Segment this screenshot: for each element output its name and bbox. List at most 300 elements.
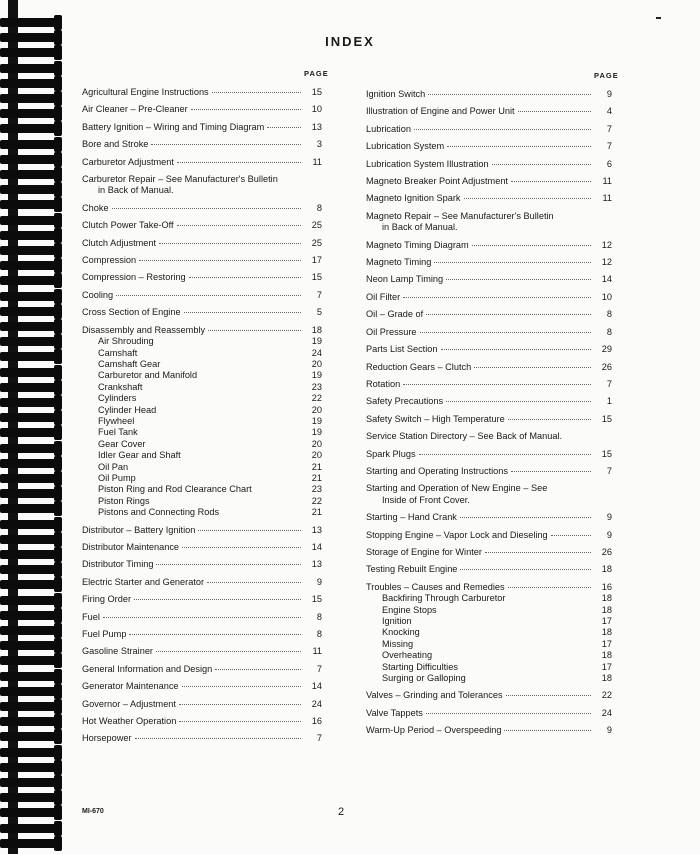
page-title: INDEX [325,34,375,49]
entry-page: 24 [601,707,612,718]
subentry-label: Ignition [382,616,412,626]
index-entry [82,664,322,675]
entry-page: 10 [311,104,322,115]
entry-page: 13 [311,559,322,570]
subentry-label: Cylinders [98,393,137,404]
index-entry [82,157,322,168]
leader-dots [474,367,591,368]
index-entry [366,106,612,117]
leader-dots [191,109,301,110]
page-number: 2 [338,806,345,818]
subentry-label: Starting Difficulties [382,661,458,672]
entry-page: 8 [316,629,322,640]
entry-label: Spark Plugs [366,448,416,459]
binding-coil [0,383,62,392]
index-column-left [82,87,322,745]
subentry-page: 18 [601,604,612,615]
binding-coil [0,413,62,422]
entry-continuation: Inside of Front Cover. [382,494,470,505]
index-entry [82,87,322,98]
binding-coil [0,398,62,407]
entry-page: 11 [602,176,612,187]
leader-dots [426,713,591,714]
leader-dots [551,535,591,536]
index-entry [82,272,322,283]
binding-coil [0,580,62,589]
leader-dots [403,297,591,298]
entry-label: Agricultural Engine Instructions [82,87,209,97]
binding-coil [0,717,62,726]
leader-dots [506,695,591,696]
index-subentry [366,627,612,638]
leader-dots [151,144,301,145]
leader-dots [189,277,301,278]
leader-dots [182,547,301,548]
binding-coil [0,474,62,483]
index-entry [366,327,612,338]
entry-page: 7 [316,733,322,744]
entry-label: Generator Maintenance [82,681,179,692]
entry-page: 8 [606,326,612,337]
binding-coil [0,200,62,209]
binding-coil [0,276,62,285]
entry-label: Oil – Grade of [366,309,424,320]
index-entry [82,577,322,588]
leader-dots [129,634,301,635]
index-subentry [82,473,322,484]
entry-page: 8 [316,202,322,213]
binding-coil [0,48,62,57]
subentry-page: 19 [311,336,322,347]
subentry-page: 18 [601,673,612,684]
entry-page: 9 [316,576,322,587]
index-subentry [82,427,322,438]
subentry-label: Engine Stops [382,604,437,615]
leader-dots [198,530,301,531]
index-entry [366,159,612,170]
left-page-heading: PAGE [304,69,329,78]
index-entry [366,240,612,251]
entry-page: 11 [312,646,322,657]
entry-label: Illustration of Engine and Power Unit [366,106,515,117]
binding-coil [0,170,62,179]
entry-label: Fuel Pump [82,629,127,640]
subentry-page: 20 [311,404,322,415]
leader-dots [177,225,301,226]
index-entry [82,699,322,710]
index-entry [82,612,322,623]
leader-dots [508,419,591,420]
entry-label: Horsepower [82,733,132,744]
binding-coil [0,824,62,833]
entry-label: Magneto Repair – See Manufacturer's Bulletin [366,210,554,221]
subentry-label: Knocking [382,627,420,638]
binding-coil [0,748,62,757]
entry-page: 12 [601,239,612,250]
entry-label: Lubrication [366,123,411,134]
binding-coil [0,504,62,513]
subentry-page: 21 [311,472,322,483]
subentry-label: Air Shrouding [98,336,154,347]
leader-dots [208,330,301,331]
index-entry [366,362,612,373]
binding-coil [0,155,62,164]
index-entry [366,449,612,460]
leader-dots [446,401,591,402]
binding-coil [0,732,62,741]
entry-label: Magneto Breaker Point Adjustment [366,176,508,187]
binding-coil [0,702,62,711]
subentry-label: Flywheel [98,415,135,426]
entry-label: Troubles – Causes and Remedies [366,581,505,592]
leader-dots [177,162,301,163]
entry-label: Magneto Timing [366,257,432,268]
index-entry [82,255,322,266]
leader-dots [139,260,301,261]
subentry-page: 18 [601,627,612,638]
index-entry [82,525,322,536]
binding-coil [0,550,62,559]
entry-page: 13 [311,121,322,132]
index-entry [366,292,612,303]
index-entry [366,176,612,187]
entry-continuation: in Back of Manual. [98,185,174,196]
subentry-label: Missing [382,638,414,649]
binding-coil [0,109,62,118]
leader-dots [485,552,591,553]
subentry-page: 19 [311,427,322,438]
entry-page: 26 [601,546,612,557]
binding-coil [0,778,62,787]
entry-page: 14 [601,274,612,285]
index-subentry [82,370,322,381]
subentry-label: Surging or Galloping [382,673,466,684]
entry-label: Storage of Engine for Winter [366,546,482,557]
subentry-label: Backfiring Through Carburetor [382,593,506,604]
entry-page: 9 [606,89,612,99]
entry-page: 18 [601,564,612,575]
index-entry [82,238,322,249]
entry-label: Cooling [82,289,114,300]
entry-label: Distributor – Battery Ignition [82,524,196,535]
binding-coil [0,808,62,817]
entry-label: Testing Rebuilt Engine [366,564,458,575]
entry-label: Starting and Operating Instructions [366,465,508,476]
entry-page: 1 [606,396,612,407]
entry-label: Magneto Ignition Spark [366,193,461,204]
entry-label: Parts List Section [366,344,438,355]
index-entry [366,708,612,719]
index-entry [82,542,322,553]
entry-label: Gasoline Strainer [82,646,153,657]
entry-page: 15 [311,272,322,283]
leader-dots [441,349,592,350]
entry-label: Carburetor Adjustment [82,156,174,167]
subentry-label: Camshaft [98,347,138,358]
subentry-label: Idler Gear and Shaft [98,450,181,461]
binding-coil [0,428,62,437]
binding-coil [0,231,62,240]
binding-coil [0,565,62,574]
subentry-page: 20 [311,450,322,461]
entry-page: 4 [606,106,612,117]
entry-label: Reduction Gears – Clutch [366,361,472,372]
entry-label: Electric Starter and Generator [82,576,205,587]
subentry-label: Oil Pan [98,461,129,472]
entry-label: Neon Lamp Timing [366,274,444,285]
leader-dots [116,295,301,296]
index-entry [82,139,322,150]
leader-dots [518,111,591,112]
entry-label: Safety Precautions [366,396,444,407]
binding-coil [0,656,62,665]
index-entry [366,725,612,736]
subentry-page: 19 [311,415,322,426]
entry-label: Bore and Stroke [82,139,149,150]
binding-coil [0,185,62,194]
subentry-label: Carburetor and Manifold [98,370,198,381]
entry-page: 9 [606,529,612,540]
index-subentry [366,605,612,616]
entry-label: Air Cleaner – Pre-Cleaner [82,104,188,115]
binding-coil [0,596,62,605]
index-subentry [366,650,612,661]
leader-dots [156,564,301,565]
entry-page: 25 [311,237,322,248]
entry-page: 11 [602,193,612,204]
subentry-page: 17 [601,616,612,626]
leader-dots [511,471,591,472]
index-subentry [82,450,322,461]
leader-dots [426,314,591,315]
entry-label: Governor – Adjustment [82,698,176,709]
subentry-page: 17 [601,638,612,649]
index-entry [366,124,612,135]
entry-label: Rotation [366,378,401,389]
binding-coil [0,444,62,453]
leader-dots [159,243,301,244]
subentry-label: Cylinder Head [98,404,157,415]
entry-page: 7 [606,378,612,389]
leader-dots [472,245,591,246]
binding-coil [0,459,62,468]
index-entry [82,594,322,605]
entry-page: 9 [606,725,612,736]
leader-dots [446,279,591,280]
index-entry [366,414,612,425]
entry-label: Starting – Hand Crank [366,512,457,523]
subentry-label: Gear Cover [98,438,146,449]
index-subentry [82,496,322,507]
leader-dots [504,730,591,731]
index-entry [366,379,612,390]
index-entry [82,325,322,519]
leader-dots [267,127,301,128]
leader-dots [460,569,591,570]
binding-coil [0,124,62,133]
index-entry [366,309,612,320]
leader-dots [182,686,301,687]
index-entry [366,274,612,285]
leader-dots [103,617,301,618]
index-entry [366,257,612,268]
entry-label: Fuel [82,611,100,622]
index-entry [366,211,612,234]
index-entry [366,193,612,204]
subentry-page: 17 [601,661,612,672]
binding-coil [0,535,62,544]
entry-label: Valve Tappets [366,707,423,718]
entry-label: Distributor Timing [82,559,154,570]
leader-dots [403,384,591,385]
binding-coil [0,322,62,331]
entry-page: 8 [316,611,322,622]
leader-dots [464,198,592,199]
binding-coil [0,94,62,103]
entry-page: 10 [601,291,612,302]
binding-coil [0,140,62,149]
subentry-page: 23 [311,381,322,392]
entry-label: Stopping Engine – Vapor Lock and Dieseling [366,529,548,540]
leader-dots [511,181,591,182]
entry-page: 13 [311,524,322,535]
entry-page: 22 [601,690,612,701]
index-subentry [82,439,322,450]
index-subentry [82,484,322,495]
subentry-page: 20 [311,438,322,449]
corner-mark [656,17,661,19]
leader-dots [184,312,301,313]
leader-dots [460,517,591,518]
entry-page: 15 [311,87,322,97]
entry-continuation: in Back of Manual. [382,222,458,233]
subentry-page: 18 [601,593,612,604]
index-subentry [82,507,322,518]
subentry-page: 19 [311,370,322,381]
leader-dots [419,454,591,455]
entry-label: Oil Pressure [366,326,417,337]
index-column-right [366,89,612,737]
entry-label: Cross Section of Engine [82,307,181,318]
entry-label: Lubrication System [366,141,445,152]
index-entry [366,483,612,506]
subentry-page: 24 [311,347,322,358]
entry-page: 15 [601,413,612,424]
index-subentry [82,416,322,427]
binding-coil [0,216,62,225]
entry-label: Safety Switch – High Temperature [366,413,505,424]
entry-page: 8 [606,309,612,320]
entry-page: 7 [606,141,612,152]
subentry-label: Piston Rings [98,495,150,506]
subentry-label: Camshaft Gear [98,358,161,369]
leader-dots [508,587,591,588]
subentry-label: Pistons and Connecting Rods [98,507,220,518]
index-entry [366,512,612,523]
index-entry [366,344,612,355]
entry-label: General Information and Design [82,663,213,674]
binding-coil [0,261,62,270]
entry-label: Compression – Restoring [82,272,186,283]
entry-label: Starting and Operation of New Engine – See [366,483,548,494]
leader-dots [179,704,301,705]
entry-label: Choke [82,202,109,213]
entry-page: 26 [601,361,612,372]
leader-dots [414,129,591,130]
subentry-page: 18 [601,650,612,661]
leader-dots [420,332,591,333]
index-entry [366,564,612,575]
binding-coil [0,368,62,377]
entry-page: 6 [606,158,612,169]
entry-page: 7 [606,465,612,476]
index-entry [82,290,322,301]
entry-label: Compression [82,255,137,266]
entry-page: 7 [606,123,612,134]
index-entry [366,431,612,442]
entry-page: 24 [311,698,322,709]
entry-label: Firing Order [82,594,132,605]
binding-coil [0,307,62,316]
index-subentry [82,359,322,370]
index-subentry [82,462,322,473]
subentry-page: 22 [311,393,322,404]
binding-coil [0,18,62,27]
entry-label: Hot Weather Operation [82,716,177,727]
entry-page: 14 [311,681,322,692]
entry-page: 29 [601,344,612,355]
entry-label: Carburetor Repair – See Manufacturer's Bulletin [82,174,278,185]
leader-dots [156,651,301,652]
binding-coil [0,246,62,255]
index-entry [82,646,322,657]
index-entry [82,733,322,744]
entry-page: 18 [311,324,322,335]
index-entry [82,307,322,318]
subentry-label: Crankshaft [98,381,143,392]
index-entry [366,396,612,407]
index-entry [366,582,612,685]
leader-dots [434,262,591,263]
manual-code: MI-670 [82,808,104,815]
subentry-label: Piston Ring and Rod Clearance Chart [98,484,252,495]
spiral-binding [0,0,64,854]
entry-page: 15 [311,594,322,605]
index-entry [82,220,322,231]
binding-coil [0,763,62,772]
entry-label: Disassembly and Reassembly [82,324,206,335]
leader-dots [112,208,301,209]
binding-coil [0,489,62,498]
entry-page: 7 [316,289,322,300]
binding-coil [0,64,62,73]
entry-label: Oil Filter [366,291,401,302]
entry-label: Distributor Maintenance [82,542,180,552]
subentry-label: Fuel Tank [98,427,138,438]
index-entry [366,466,612,477]
entry-page: 15 [601,448,612,459]
entry-label: Lubrication System Illustration [366,158,489,169]
index-entry [82,681,322,692]
right-page-heading: PAGE [594,71,619,80]
entry-page: 16 [311,716,322,727]
subentry-page: 20 [311,358,322,369]
binding-coil [0,352,62,361]
leader-dots [207,582,301,583]
leader-dots [135,738,301,739]
entry-page: 3 [316,139,322,150]
index-entry [82,174,322,197]
